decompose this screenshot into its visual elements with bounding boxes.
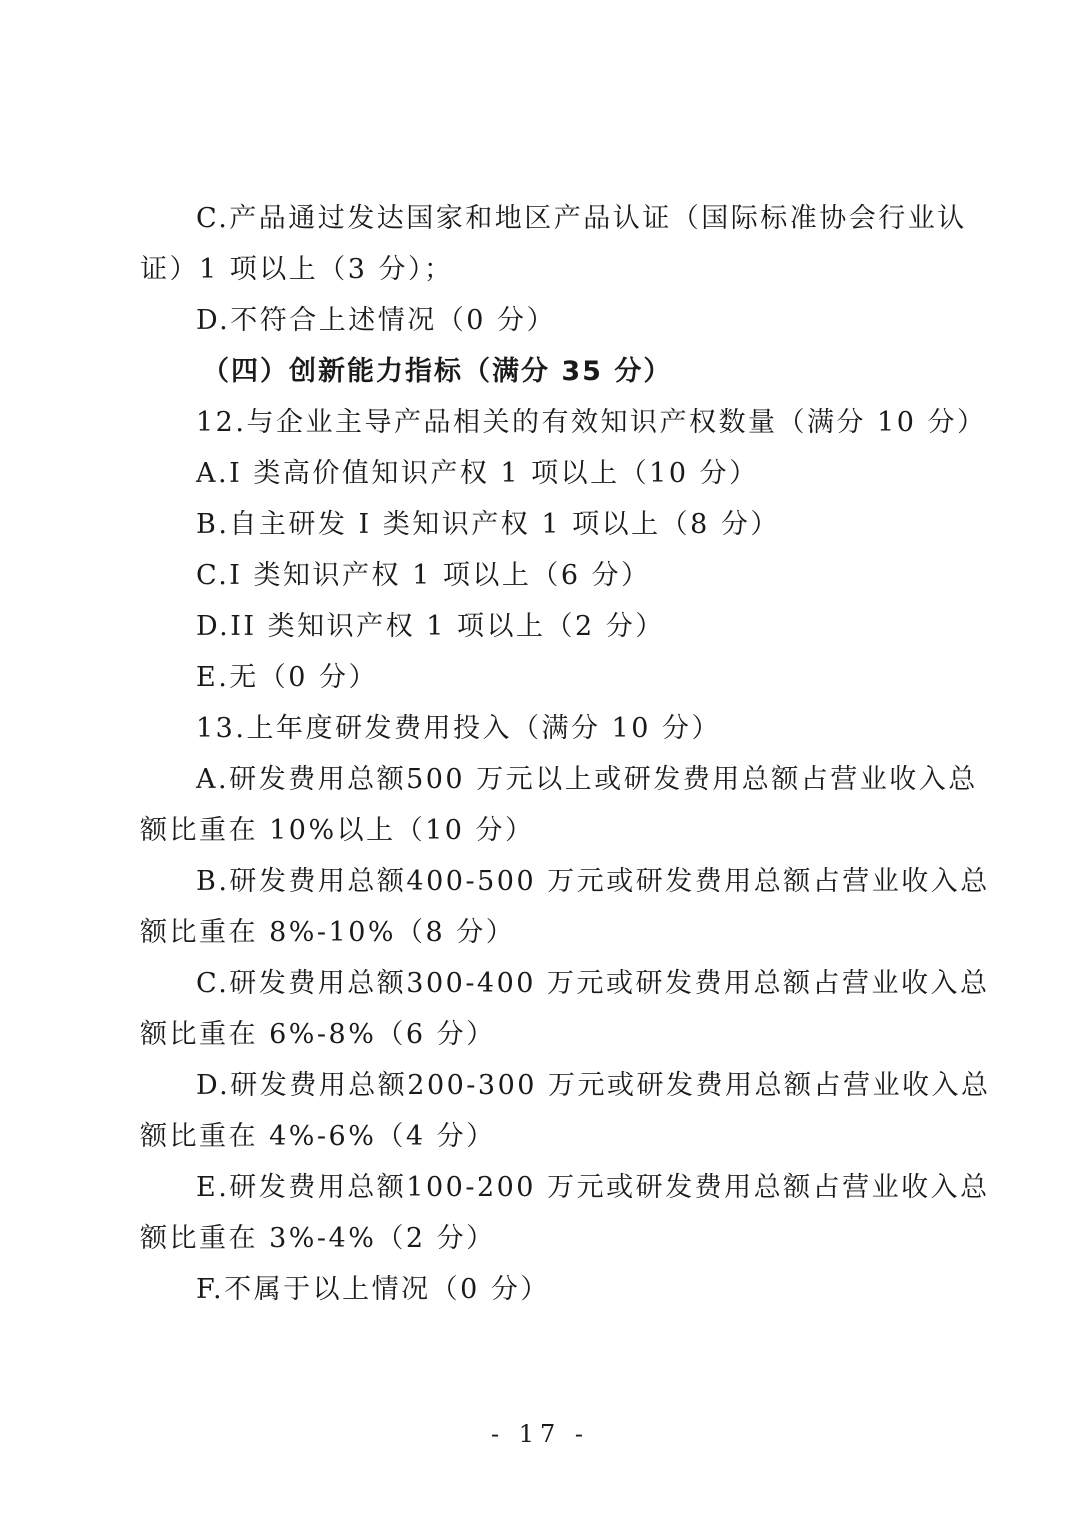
option-c-product-certification-line-2: 证）1 项以上（3 分）； bbox=[140, 254, 454, 285]
option-c-product-certification-line-1: C.产品通过发达国家和地区产品认证（国际标准协会行业认 bbox=[196, 203, 967, 234]
question-13-option-c-line-2: 额比重在 6%-8%（6 分） bbox=[140, 1019, 496, 1050]
page-number: - 17 - bbox=[490, 1420, 589, 1448]
option-d-not-applicable: D.不符合上述情况（0 分） bbox=[196, 305, 557, 336]
question-13-option-a-line-2: 额比重在 10%以上（10 分） bbox=[140, 815, 535, 846]
question-13-title: 13.上年度研发费用投入（满分 10 分） bbox=[196, 713, 721, 744]
question-13-option-e-line-2: 额比重在 3%-4%（2 分） bbox=[140, 1223, 496, 1254]
question-13-option-e-line-1: E.研发费用总额100-200 万元或研发费用总额占营业收入总 bbox=[196, 1172, 990, 1203]
section-heading-innovation: （四）创新能力指标（满分 35 分） bbox=[202, 356, 673, 387]
question-13-option-f: F.不属于以上情况（0 分） bbox=[196, 1274, 550, 1305]
question-12-option-c: C.I 类知识产权 1 项以上（6 分） bbox=[196, 560, 651, 591]
question-13-option-b-line-2: 额比重在 8%-10%（8 分） bbox=[140, 917, 516, 948]
question-12-option-d: D.II 类知识产权 1 项以上（2 分） bbox=[196, 611, 665, 642]
question-13-option-d-line-1: D.研发费用总额200-300 万元或研发费用总额占营业收入总 bbox=[196, 1070, 991, 1101]
question-12-option-a: A.I 类高价值知识产权 1 项以上（10 分） bbox=[196, 458, 759, 489]
question-13-option-b-line-1: B.研发费用总额400-500 万元或研发费用总额占营业收入总 bbox=[196, 866, 990, 897]
question-13-option-d-line-2: 额比重在 4%-6%（4 分） bbox=[140, 1121, 496, 1152]
question-12-title: 12.与企业主导产品相关的有效知识产权数量（满分 10 分） bbox=[196, 407, 987, 438]
question-13-option-c-line-1: C.研发费用总额300-400 万元或研发费用总额占营业收入总 bbox=[196, 968, 990, 999]
question-12-option-e: E.无（0 分） bbox=[196, 662, 379, 693]
document-body bbox=[140, 193, 991, 1315]
question-12-option-b: B.自主研发 I 类知识产权 1 项以上（8 分） bbox=[196, 509, 780, 540]
question-13-option-a-line-1: A.研发费用总额500 万元以上或研发费用总额占营业收入总 bbox=[196, 764, 978, 795]
